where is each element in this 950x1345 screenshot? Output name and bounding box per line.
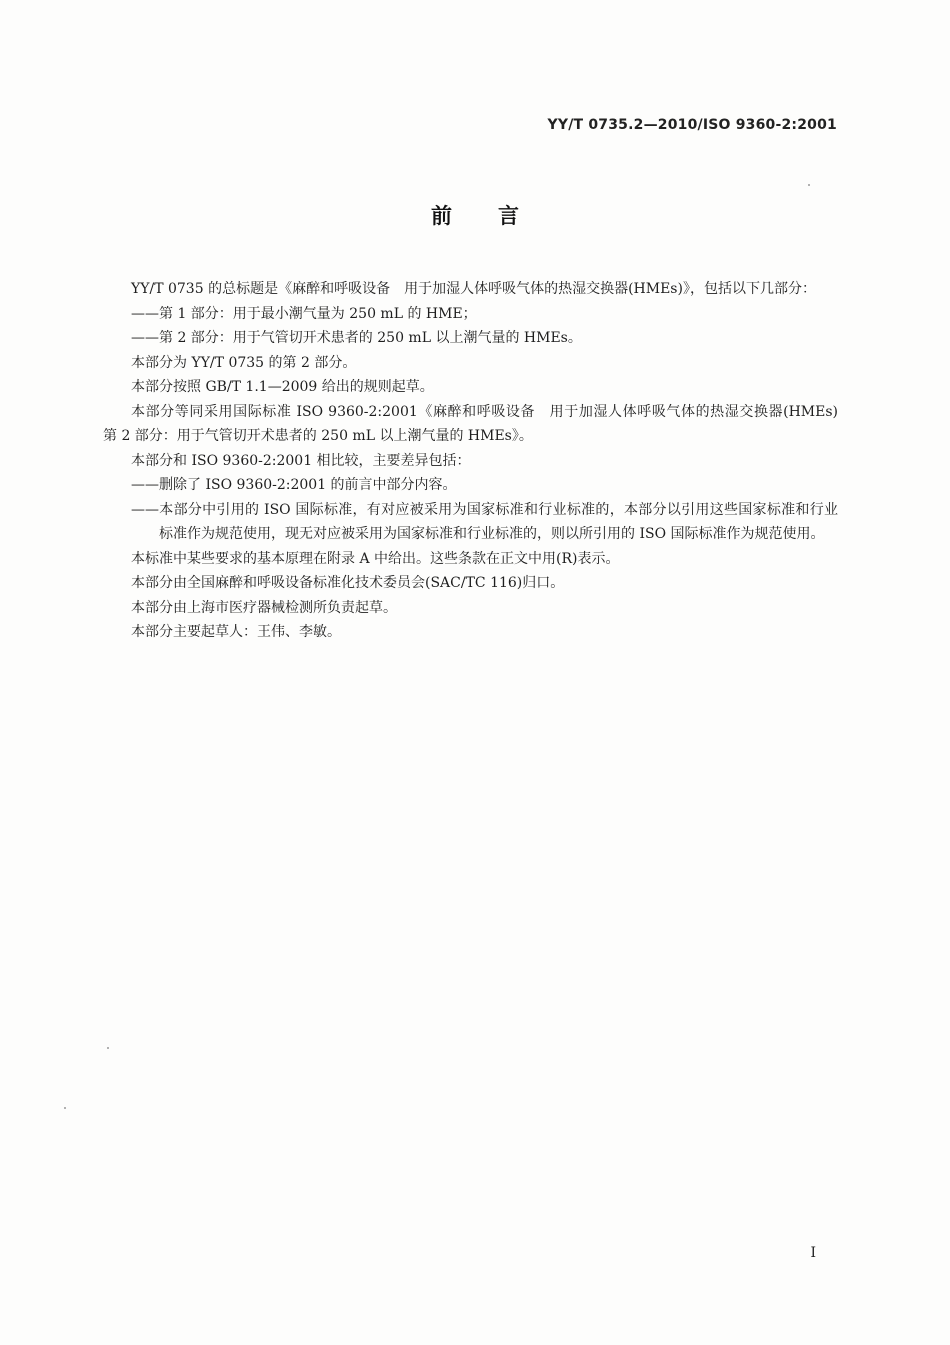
list-item-part-2: ——第 2 部分：用于气管切开术患者的 250 mL 以上潮气量的 HMEs。 [131, 330, 582, 346]
paragraph-this-part: 本部分为 YY/T 0735 的第 2 部分。 [131, 354, 357, 371]
scan-speck [107, 1047, 109, 1049]
paragraph-committee: 本部分由全国麻醉和呼吸设备标准化技术委员会(SAC/TC 116)归口。 [131, 575, 565, 591]
list-item-difference-2: ——本部分中引用的 ISO 国际标准，有对应被采用为国家标准和行业标准的，本部分以引用这些国家标准和行业标准作为规范使用，现无对应被采用为国家标准和行业标准的，则以所引用的 ISO 国际标准作为规范使用。 [131, 501, 838, 542]
scan-speck [808, 184, 810, 186]
foreword-body [103, 277, 852, 645]
paragraph-general-title: YY/T 0735 的总标题是《麻醉和呼吸设备 用于加湿人体呼吸气体的热湿交换器(HMEs)》，包括以下几部分： [131, 281, 816, 297]
list-item-part-1: ——第 1 部分：用于最小潮气量为 250 mL 的 HME； [131, 305, 477, 322]
paragraph-drafters: 本部分主要起草人：王伟、李敏。 [131, 624, 341, 640]
list-item-difference-1: ——删除了 ISO 9360-2:2001 的前言中部分内容。 [131, 477, 457, 493]
paragraph-differences: 本部分和 ISO 9360-2:2001 相比较，主要差异包括： [131, 452, 471, 469]
paragraph-drafting-rules: 本部分按照 GB/T 1.1—2009 给出的规则起草。 [131, 379, 434, 395]
paragraph-drafting-unit: 本部分由上海市医疗器械检测所负责起草。 [131, 599, 397, 616]
standard-code: YY/T 0735.2—2010/ISO 9360-2:2001 [547, 117, 837, 133]
page-title: 前言 [431, 204, 565, 228]
paragraph-adoption: 本部分等同采用国际标准 ISO 9360-2:2001《麻醉和呼吸设备 用于加湿人体呼吸气体的热湿交换器(HMEs) 第 2 部分：用于气管切开术患者的 250 mL 以上潮气量的 HMEs》。 [103, 403, 852, 444]
page-number: I [810, 1245, 816, 1261]
paragraph-annex-a: 本标准中某些要求的基本原理在附录 A 中给出。这些条款在正文中用(R)表示。 [131, 550, 620, 567]
scan-speck [64, 1107, 66, 1109]
